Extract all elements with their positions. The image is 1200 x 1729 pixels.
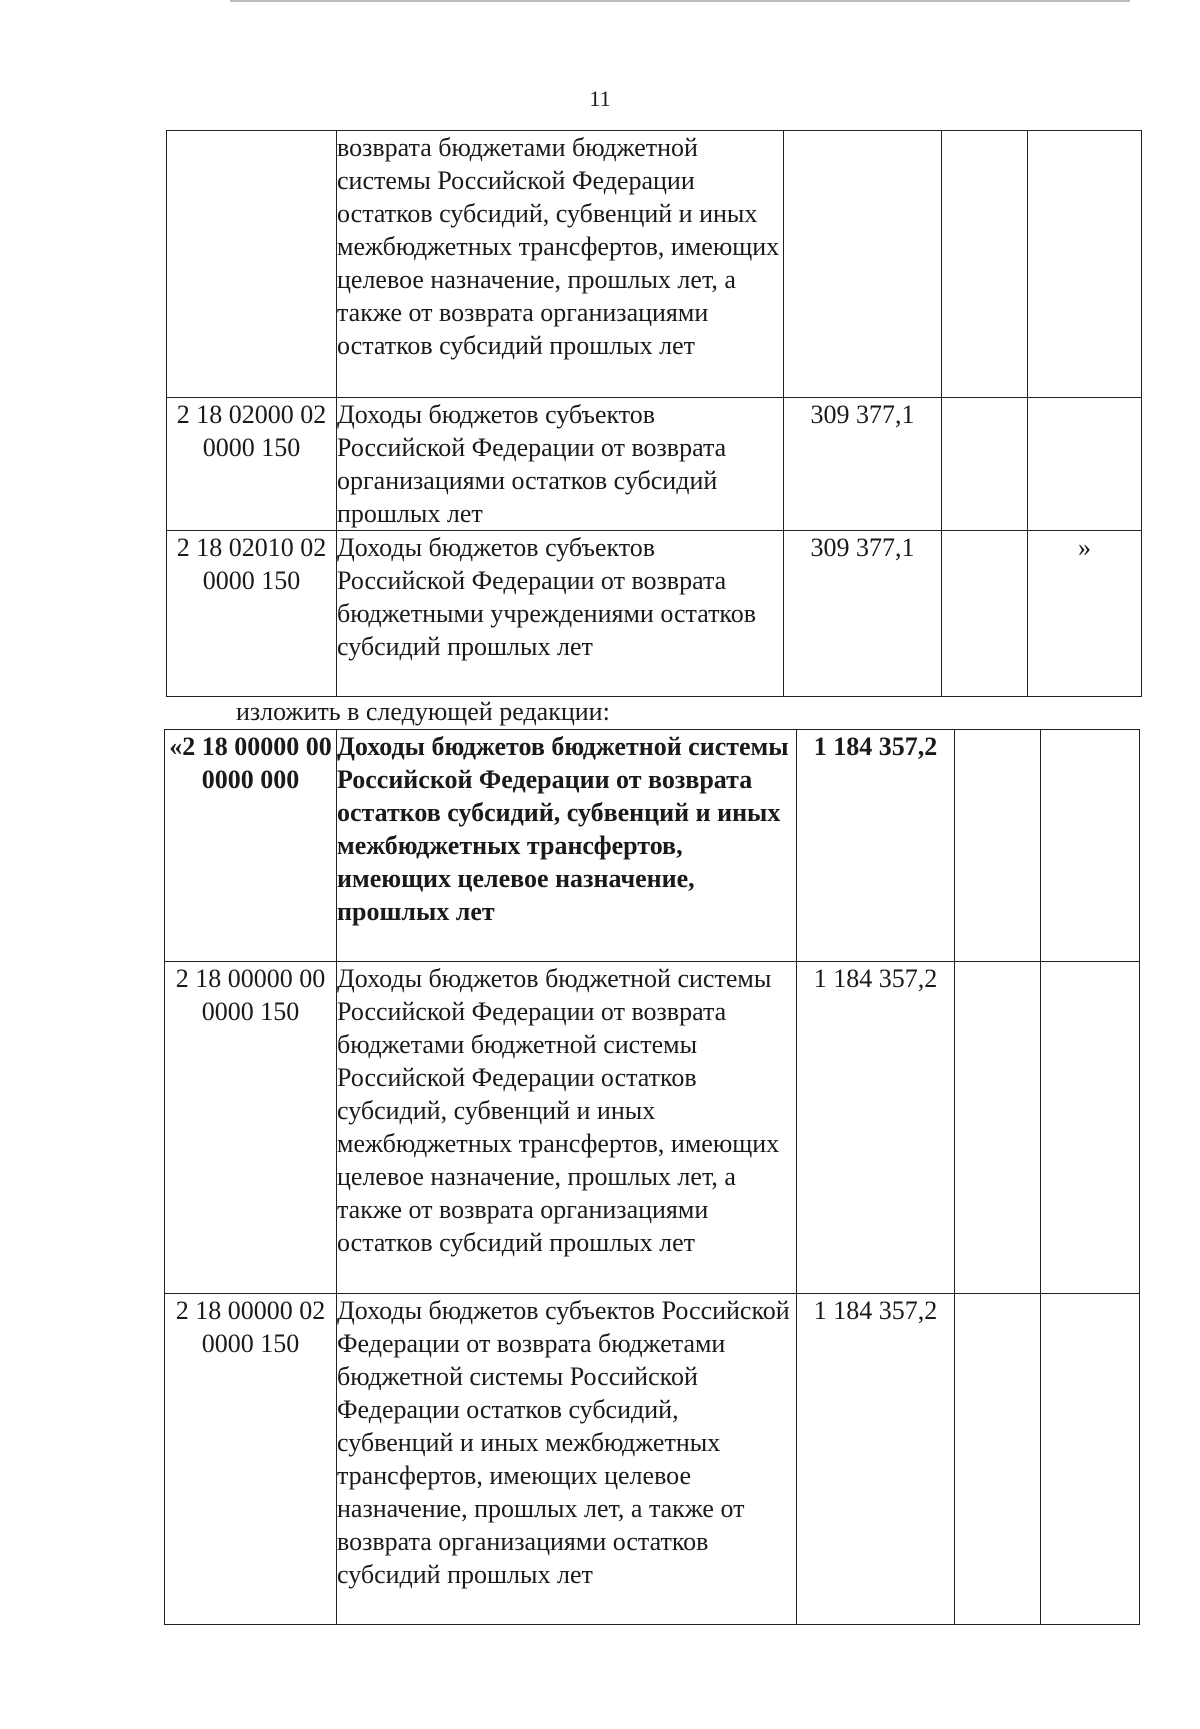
new-budget-table bbox=[164, 729, 1140, 1625]
old-budget-table bbox=[166, 130, 1142, 697]
budget-code-cell: «2 18 00000 00 0000 000 bbox=[165, 730, 337, 962]
budget-name-cell: Доходы бюджетов субъектов Российской Федерации от возврата организациями остатков субсидий прошлых лет bbox=[337, 398, 784, 531]
page-number: 11 bbox=[589, 86, 611, 111]
budget-code-cell bbox=[167, 131, 337, 398]
budget-code-cell: 2 18 00000 00 0000 150 bbox=[165, 962, 337, 1294]
table-row bbox=[165, 1294, 1140, 1625]
extra-column-cell bbox=[1041, 1294, 1140, 1625]
budget-amount-cell bbox=[784, 131, 942, 398]
extra-column-cell bbox=[942, 531, 1028, 697]
budget-name-cell: Доходы бюджетов бюджетной системы Российской Федерации от возврата бюджетами бюджетной системы Российской Федерации остатков субсидий, субвенций и иных межбюджетных трансфертов, имеющих целевое назначение, прошлых лет, а также от возврата организациями остатков субсидий прошлых лет bbox=[337, 962, 797, 1294]
top-edge-rule bbox=[230, 0, 1130, 2]
budget-amount-cell: 1 184 357,2 bbox=[797, 730, 955, 962]
extra-column-cell bbox=[955, 962, 1041, 1294]
extra-column-cell bbox=[955, 1294, 1041, 1625]
transition-text: изложить в следующей редакции: bbox=[236, 697, 610, 726]
budget-name-cell: возврата бюджетами бюджетной системы Российской Федерации остатков субсидий, субвенций и иных межбюджетных трансфертов, имеющих целевое назначение, прошлых лет, а также от возврата организациями остатков субсидий прошлых лет bbox=[337, 131, 784, 398]
budget-amount-cell: 309 377,1 bbox=[784, 531, 942, 697]
budget-name-cell: Доходы бюджетов субъектов Российской Федерации от возврата бюджетными учреждениями остатков субсидий прошлых лет bbox=[337, 531, 784, 697]
closing-mark-cell: » bbox=[1028, 531, 1142, 697]
table-row bbox=[165, 962, 1140, 1294]
table-row bbox=[167, 131, 1142, 398]
budget-code-cell: 2 18 02000 02 0000 150 bbox=[167, 398, 337, 531]
budget-name-cell: Доходы бюджетов субъектов Российской Федерации от возврата бюджетами бюджетной системы Российской Федерации остатков субсидий, субвенций и иных межбюджетных трансфертов, имеющих целевое назначение, прошлых лет, а также от возврата организациями остатков субсидий прошлых лет bbox=[337, 1294, 797, 1625]
extra-column-cell bbox=[955, 730, 1041, 962]
budget-amount-cell: 309 377,1 bbox=[784, 398, 942, 531]
closing-mark-cell bbox=[1028, 131, 1142, 398]
table-row bbox=[167, 531, 1142, 697]
budget-code-cell: 2 18 02010 02 0000 150 bbox=[167, 531, 337, 697]
extra-column-cell bbox=[1041, 962, 1140, 1294]
budget-name-cell: Доходы бюджетов бюджетной системы Российской Федерации от возврата остатков субсидий, субвенций и иных межбюджетных трансфертов, имеющих целевое назначение, прошлых лет bbox=[337, 730, 797, 962]
table-row bbox=[167, 398, 1142, 531]
budget-amount-cell: 1 184 357,2 bbox=[797, 1294, 955, 1625]
closing-mark-cell bbox=[1028, 398, 1142, 531]
extra-column-cell bbox=[1041, 730, 1140, 962]
table-row bbox=[165, 730, 1140, 962]
budget-code-cell: 2 18 00000 02 0000 150 bbox=[165, 1294, 337, 1625]
budget-amount-cell: 1 184 357,2 bbox=[797, 962, 955, 1294]
extra-column-cell bbox=[942, 131, 1028, 398]
extra-column-cell bbox=[942, 398, 1028, 531]
